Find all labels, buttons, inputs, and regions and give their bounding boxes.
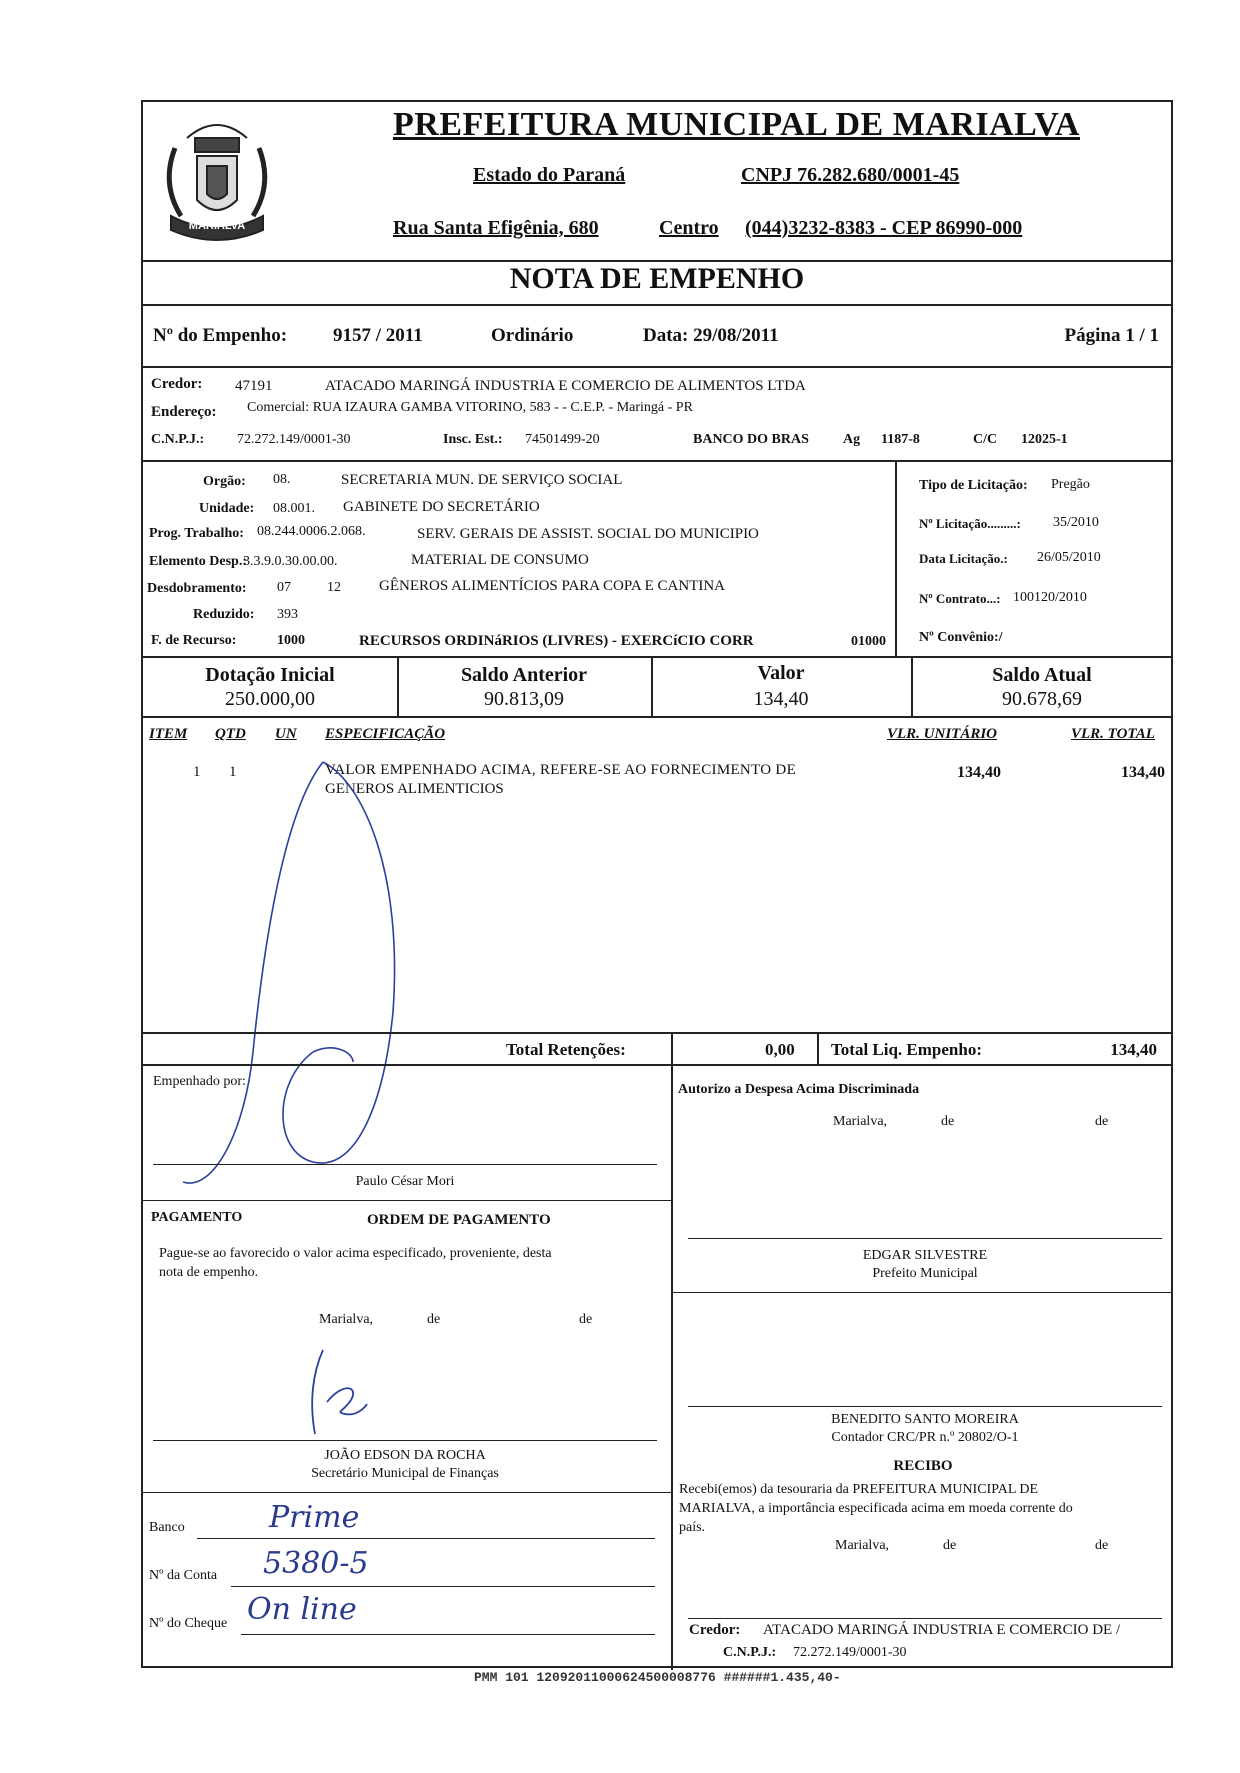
recibo-credor-label: Credor: bbox=[689, 1622, 741, 1638]
org-street: Rua Santa Efigênia, 680 bbox=[393, 217, 599, 239]
prefeito-cargo: Prefeito Municipal bbox=[872, 1266, 978, 1281]
ordem-pagamento-label: ORDEM DE PAGAMENTO bbox=[367, 1212, 551, 1228]
col-especificacao: ESPECIFICAÇÃO bbox=[325, 726, 446, 742]
account: 12025-1 bbox=[1021, 432, 1068, 447]
item-spec-line2: GENEROS ALIMENTICIOS bbox=[325, 781, 504, 797]
contrato-label: Nº Contrato...: bbox=[919, 591, 1001, 606]
item-vlr-unitario: 134,40 bbox=[957, 764, 1001, 781]
elemento-desc: MATERIAL DE CONSUMO bbox=[411, 552, 589, 568]
reduzido: 393 bbox=[277, 607, 298, 622]
cheque-label: Nº do Cheque bbox=[149, 1616, 228, 1631]
dotacao-inicial: 250.000,00 bbox=[225, 688, 315, 710]
recibo-de-2: de bbox=[1095, 1538, 1109, 1553]
seal-lettering: MARIALVA bbox=[188, 220, 246, 232]
recibo-city: Marialva, bbox=[835, 1538, 890, 1553]
empenho-number: 9157 / 2011 bbox=[333, 325, 423, 346]
tipo-licitacao: Pregão bbox=[1051, 477, 1090, 492]
conta-handwritten: 5380-5 bbox=[263, 1546, 369, 1581]
item-spec-line1: VALOR EMPENHADO ACIMA, REFERE-SE AO FORNECIMENTO DE bbox=[325, 762, 797, 778]
col-item: ITEM bbox=[149, 726, 188, 742]
elemento-code: 3.3.9.0.30.00.00. bbox=[243, 554, 338, 569]
desdobramento-b: 12 bbox=[327, 580, 341, 595]
num-licitacao: 35/2010 bbox=[1053, 515, 1099, 530]
fonte-recurso-desc: RECURSOS ORDINáRIOS (LIVRES) - EXERCíCIO CORR bbox=[359, 633, 754, 649]
recibo-texto-3: país. bbox=[679, 1520, 706, 1535]
pagamento-label: PAGAMENTO bbox=[151, 1210, 243, 1225]
secretario-nome: JOÃO EDSON DA ROCHA bbox=[324, 1448, 486, 1463]
recibo-texto-2: MARIALVA, a importância especificada acima em moeda corrente do bbox=[679, 1501, 1073, 1516]
empenhado-por-label: Empenhado por: bbox=[153, 1074, 246, 1089]
credor-label: Credor: bbox=[151, 376, 203, 392]
contrato: 100120/2010 bbox=[1013, 590, 1087, 605]
prog-trabalho-code: 08.244.0006.2.068. bbox=[257, 524, 366, 539]
valor: 134,40 bbox=[753, 688, 809, 710]
unidade-label: Unidade: bbox=[199, 501, 255, 516]
agency-label: Ag bbox=[843, 432, 861, 447]
account-label: C/C bbox=[973, 432, 998, 447]
fonte-recurso-number: 01000 bbox=[851, 634, 886, 649]
pagamento-texto-2: nota de empenho. bbox=[159, 1265, 259, 1280]
recibo-cnpj-label: C.N.P.J.: bbox=[723, 1645, 777, 1660]
empenho-date: Data: 29/08/2011 bbox=[643, 325, 779, 346]
municipal-coat-of-arms-icon bbox=[151, 108, 283, 248]
autorizo-de-1: de bbox=[941, 1114, 955, 1129]
insc-est-label: Insc. Est.: bbox=[443, 432, 503, 447]
secretario-cargo: Secretário Municipal de Finanças bbox=[311, 1466, 499, 1481]
autorizo-city: Marialva, bbox=[833, 1114, 888, 1129]
col-vlr-unitario: VLR. UNITÁRIO bbox=[887, 726, 998, 742]
handwritten-stroke-icon bbox=[163, 752, 423, 1212]
num-licitacao-label: Nº Licitação.........: bbox=[919, 516, 1021, 531]
banco-handwritten: Prime bbox=[269, 1500, 360, 1535]
elemento-label: Elemento Desp.: bbox=[149, 554, 247, 569]
prog-trabalho-desc: SERV. GERAIS DE ASSIST. SOCIAL DO MUNICIPIO bbox=[417, 526, 759, 542]
recibo-credor: ATACADO MARINGÁ INDUSTRIA E COMERCIO DE / bbox=[763, 1622, 1121, 1638]
recibo-de-1: de bbox=[943, 1538, 957, 1553]
saldo-anterior-label: Saldo Anterior bbox=[460, 664, 588, 686]
total-liq-label: Total Liq. Empenho: bbox=[831, 1040, 982, 1059]
agency: 1187-8 bbox=[881, 432, 920, 447]
data-licitacao-label: Data Licitação.: bbox=[919, 551, 1008, 566]
orgao-label: Orgão: bbox=[203, 474, 246, 489]
col-qtd: QTD bbox=[215, 726, 246, 742]
tipo-licitacao-label: Tipo de Licitação: bbox=[919, 478, 1028, 493]
total-liq: 134,40 bbox=[1110, 1040, 1157, 1059]
item-qtd: 1 bbox=[229, 764, 237, 780]
credor-cnpj-label: C.N.P.J.: bbox=[151, 432, 205, 447]
orgao-code: 08. bbox=[273, 472, 291, 487]
saldo-atual: 90.678,69 bbox=[1002, 688, 1082, 710]
pagamento-texto-1: Pague-se ao favorecido o valor acima especificado, proveniente, desta bbox=[159, 1246, 552, 1261]
contador-nome: BENEDITO SANTO MOREIRA bbox=[831, 1412, 1019, 1427]
pagamento-city: Marialva, bbox=[319, 1312, 374, 1327]
contador-cargo: Contador CRC/PR n.º 20802/O-1 bbox=[831, 1430, 1019, 1445]
desdobramento-desc: GÊNEROS ALIMENTÍCIOS PARA COPA E CANTINA bbox=[379, 578, 726, 594]
data-licitacao: 26/05/2010 bbox=[1037, 550, 1101, 565]
item-number: 1 bbox=[193, 764, 201, 780]
fonte-recurso-code: 1000 bbox=[277, 633, 305, 648]
pagamento-de-1: de bbox=[427, 1312, 441, 1327]
empenho-type: Ordinário bbox=[491, 325, 574, 346]
org-cnpj: CNPJ 76.282.680/0001-45 bbox=[741, 164, 960, 186]
prog-trabalho-label: Prog. Trabalho: bbox=[149, 526, 244, 541]
unidade-desc: GABINETE DO SECRETÁRIO bbox=[343, 499, 540, 515]
convenio-label: Nº Convênio:/ bbox=[919, 630, 1003, 645]
banco-label: Banco bbox=[149, 1520, 185, 1535]
org-title: PREFEITURA MUNICIPAL DE MARIALVA bbox=[393, 106, 1080, 143]
autorizo-de-2: de bbox=[1095, 1114, 1109, 1129]
desdobramento-a: 07 bbox=[277, 580, 291, 595]
total-retencoes-label: Total Retenções: bbox=[506, 1040, 626, 1059]
reduzido-label: Reduzido: bbox=[193, 607, 255, 622]
validation-stamp: PMM 101 12092011000624500008776 ######1.435,40- bbox=[474, 1670, 841, 1685]
saldo-atual-label: Saldo Atual bbox=[992, 664, 1092, 686]
recibo-cnpj: 72.272.149/0001-30 bbox=[793, 1645, 907, 1660]
prefeito-nome: EDGAR SILVESTRE bbox=[862, 1248, 988, 1263]
orgao-desc: SECRETARIA MUN. DE SERVIÇO SOCIAL bbox=[341, 472, 623, 488]
page-indicator: Página 1 / 1 bbox=[1064, 325, 1159, 346]
conta-label: Nº da Conta bbox=[149, 1568, 218, 1583]
pagamento-de-2: de bbox=[579, 1312, 593, 1327]
secretary-signature-icon bbox=[283, 1342, 403, 1442]
credor-cnpj: 72.272.149/0001-30 bbox=[237, 432, 351, 447]
empenhado-por-nome: Paulo César Mori bbox=[355, 1174, 455, 1189]
insc-est: 74501499-20 bbox=[525, 432, 600, 447]
total-retencoes: 0,00 bbox=[765, 1040, 795, 1059]
credor-name: ATACADO MARINGÁ INDUSTRIA E COMERCIO DE ALIMENTOS LTDA bbox=[325, 378, 806, 394]
item-vlr-total: 134,40 bbox=[1121, 764, 1165, 781]
desdobramento-label: Desdobramento: bbox=[147, 581, 247, 596]
bank-name: BANCO DO BRAS bbox=[693, 432, 809, 447]
cheque-handwritten: On line bbox=[247, 1592, 357, 1627]
document-title: NOTA DE EMPENHO bbox=[509, 262, 805, 295]
org-district: Centro bbox=[659, 217, 719, 239]
col-un: UN bbox=[275, 726, 297, 742]
state-name: Estado do Paraná bbox=[473, 164, 626, 186]
org-phone-cep: (044)3232-8383 - CEP 86990-000 bbox=[745, 217, 1023, 239]
nota-de-empenho-form bbox=[141, 100, 1173, 1668]
valor-label: Valor bbox=[757, 662, 805, 684]
endereco: Comercial: RUA IZAURA GAMBA VITORINO, 583 - - C.E.P. - Maringá - PR bbox=[247, 400, 693, 415]
saldo-anterior: 90.813,09 bbox=[484, 688, 564, 710]
credor-code: 47191 bbox=[235, 378, 273, 394]
recibo-texto-1: Recebi(emos) da tesouraria da PREFEITURA MUNICIPAL DE bbox=[679, 1482, 1039, 1497]
recibo-label: RECIBO bbox=[893, 1458, 953, 1474]
endereco-label: Endereço: bbox=[151, 404, 217, 420]
fonte-recurso-label: F. de Recurso: bbox=[151, 633, 237, 648]
unidade-code: 08.001. bbox=[273, 501, 315, 516]
col-vlr-total: VLR. TOTAL bbox=[1071, 726, 1155, 742]
autorizo-label: Autorizo a Despesa Acima Discriminada bbox=[678, 1082, 920, 1097]
dotacao-inicial-label: Dotação Inicial bbox=[205, 664, 335, 686]
empenho-number-label: Nº do Empenho: bbox=[153, 325, 288, 346]
